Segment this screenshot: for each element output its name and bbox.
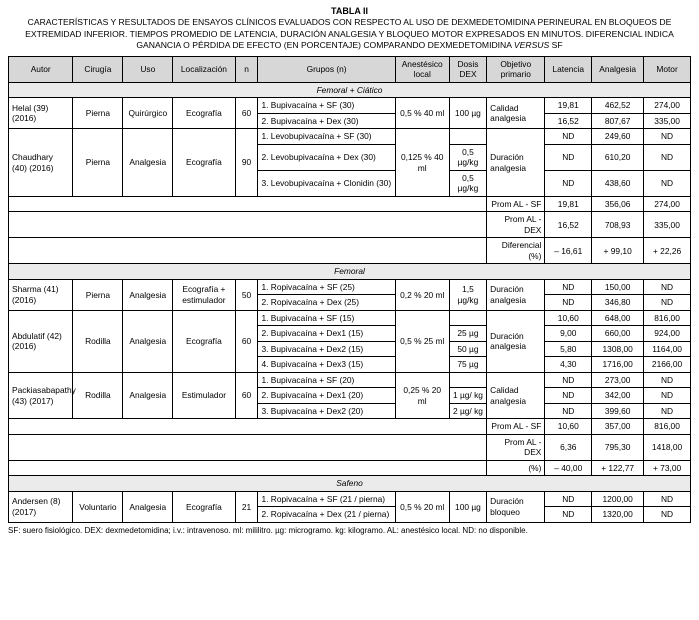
cell-n: 21 — [235, 491, 258, 522]
cell-motor: 274,00 — [644, 98, 691, 114]
section-title: Femoral + Ciático — [9, 82, 691, 98]
cell-analgesia: 150,00 — [592, 279, 644, 295]
cell-dosis: 0,5 µg/kg — [449, 170, 486, 196]
cell-objetivo: Duración analgesia — [487, 129, 545, 197]
summary-latencia: 19,81 — [545, 196, 592, 212]
summary-row — [9, 460, 691, 476]
summary-row — [9, 212, 691, 238]
cell-analgesia: 249,60 — [592, 129, 644, 145]
cell-n: 50 — [235, 279, 258, 310]
cell-motor: ND — [644, 372, 691, 388]
summary-latencia: – 40,00 — [545, 460, 592, 476]
col-analgesia: Analgesia — [592, 56, 644, 82]
cell-dosis: 25 µg — [449, 326, 486, 342]
cell-n: 60 — [235, 310, 258, 372]
cell-objetivo: Duración analgesia — [487, 279, 545, 310]
section-header-row — [9, 476, 691, 492]
summary-motor: 335,00 — [644, 212, 691, 238]
summary-row — [9, 238, 691, 264]
cell-motor: ND — [644, 129, 691, 145]
cell-analgesia: 1308,00 — [592, 341, 644, 357]
summary-spacer — [9, 460, 487, 476]
summary-motor: 274,00 — [644, 196, 691, 212]
cell-motor: ND — [644, 295, 691, 311]
section-header-row — [9, 264, 691, 280]
cell-latencia: 5,80 — [545, 341, 592, 357]
cell-latencia: 4,30 — [545, 357, 592, 373]
clinical-trials-table — [8, 56, 691, 523]
section-title: Femoral — [9, 264, 691, 280]
summary-label: (%) — [487, 460, 545, 476]
cell-analgesia: 342,00 — [592, 388, 644, 404]
cell-analgesia: 273,00 — [592, 372, 644, 388]
cell-grupo: 2. Ropivacaína + Dex (21 / pierna) — [258, 507, 395, 523]
cell-dosis: 50 µg — [449, 341, 486, 357]
cell-objetivo: Duración bloqueo — [487, 491, 545, 522]
cell-cirugia: Pierna — [73, 279, 123, 310]
summary-analgesia: 795,30 — [592, 434, 644, 460]
col-localizacion: Localización — [173, 56, 235, 82]
cell-grupo: 4. Bupivacaína + Dex3 (15) — [258, 357, 395, 373]
cell-dosis: 1 µg/ kg — [449, 388, 486, 404]
cell-localizacion: Ecografía — [173, 98, 235, 129]
cell-cirugia: Rodilla — [73, 372, 123, 419]
cell-latencia: ND — [545, 170, 592, 196]
table-row — [9, 279, 691, 295]
cell-objetivo: Calidad analgesia — [487, 98, 545, 129]
cell-cirugia: Voluntario — [73, 491, 123, 522]
cell-objetivo: Calidad analgesia — [487, 372, 545, 419]
summary-motor: + 22,26 — [644, 238, 691, 264]
section-header-row — [9, 82, 691, 98]
cell-motor: ND — [644, 403, 691, 419]
cell-anestesico: 0,5 % 20 ml — [395, 491, 449, 522]
cell-grupo: 1. Bupivacaína + SF (15) — [258, 310, 395, 326]
cell-grupo: 3. Bupivacaína + Dex2 (15) — [258, 341, 395, 357]
summary-label: Prom AL - DEX — [487, 434, 545, 460]
cell-motor: ND — [644, 279, 691, 295]
summary-latencia: – 16,61 — [545, 238, 592, 264]
cell-cirugia: Pierna — [73, 98, 123, 129]
cell-anestesico: 0,125 % 40 ml — [395, 129, 449, 197]
summary-motor: 1418,00 — [644, 434, 691, 460]
summary-motor: + 73,00 — [644, 460, 691, 476]
cell-grupo: 2. Bupivacaína + Dex1 (15) — [258, 326, 395, 342]
cell-anestesico: 0,25 % 20 ml — [395, 372, 449, 419]
table-header — [9, 56, 691, 82]
table-row — [9, 129, 691, 145]
cell-latencia: ND — [545, 295, 592, 311]
col-grupos: Grupos (n) — [258, 56, 395, 82]
col-dosis-dex: Dosis DEX — [449, 56, 486, 82]
summary-row — [9, 196, 691, 212]
cell-analgesia: 438,60 — [592, 170, 644, 196]
cell-anestesico: 0,5 % 40 ml — [395, 98, 449, 129]
summary-analgesia: 708,93 — [592, 212, 644, 238]
cell-autor: Andersen (8) (2017) — [9, 491, 73, 522]
cell-dosis — [449, 372, 486, 388]
summary-latencia: 10,60 — [545, 419, 592, 435]
col-motor: Motor — [644, 56, 691, 82]
cell-analgesia: 610,20 — [592, 144, 644, 170]
cell-analgesia: 648,00 — [592, 310, 644, 326]
table-caption: CARACTERÍSTICAS Y RESULTADOS DE ENSAYOS CLÍNICOS EVALUADOS CON RESPECTO AL USO DE DEXMEDETOMIDINA PERINEURAL EN BLOQUEOS DE EXTREMIDAD INFERIOR. TIEMPOS PROMEDIO DE LATENCIA, DURACIÓN ANALGESIA Y BLOQUEO MOTOR EXPRESADOS EN MINUTOS. DIFERENCIAL INDICA GANANCIA O PÉRDIDA DE EFECTO (EN PORCENTAJE) COMPARANDO DEXMEDETOMIDINA VERSUS SF — [25, 17, 674, 51]
summary-analgesia: 356,06 — [592, 196, 644, 212]
cell-motor: 816,00 — [644, 310, 691, 326]
cell-motor: 335,00 — [644, 113, 691, 129]
summary-spacer — [9, 419, 487, 435]
cell-uso: Analgesia — [123, 129, 173, 197]
cell-n: 90 — [235, 129, 258, 197]
summary-analgesia: + 122,77 — [592, 460, 644, 476]
cell-autor: Packiasabapathy (43) (2017) — [9, 372, 73, 419]
col-n: n — [235, 56, 258, 82]
cell-dosis: 100 µg — [449, 491, 486, 522]
table-body — [9, 82, 691, 522]
table-row — [9, 98, 691, 114]
cell-motor: ND — [644, 388, 691, 404]
col-anestesico-local: Anestésico local — [395, 56, 449, 82]
cell-localizacion: Estimulador — [173, 372, 235, 419]
cell-motor: 1164,00 — [644, 341, 691, 357]
cell-anestesico: 0,2 % 20 ml — [395, 279, 449, 310]
summary-latencia: 6,36 — [545, 434, 592, 460]
cell-latencia: ND — [545, 507, 592, 523]
table-label: TABLA II — [331, 6, 368, 16]
table-header-row — [9, 56, 691, 82]
cell-uso: Analgesia — [123, 310, 173, 372]
cell-dosis: 2 µg/ kg — [449, 403, 486, 419]
cell-localizacion: Ecografía — [173, 310, 235, 372]
cell-dosis: 75 µg — [449, 357, 486, 373]
cell-uso: Analgesia — [123, 491, 173, 522]
summary-spacer — [9, 212, 487, 238]
cell-latencia: 9,00 — [545, 326, 592, 342]
cell-latencia: 10,60 — [545, 310, 592, 326]
table-row — [9, 310, 691, 326]
cell-latencia: ND — [545, 491, 592, 507]
cell-grupo: 1. Bupivacaína + SF (20) — [258, 372, 395, 388]
cell-analgesia: 399,60 — [592, 403, 644, 419]
cell-uso: Quirúrgico — [123, 98, 173, 129]
summary-latencia: 16,52 — [545, 212, 592, 238]
cell-analgesia: 807,67 — [592, 113, 644, 129]
cell-analgesia: 462,52 — [592, 98, 644, 114]
cell-grupo: 1. Bupivacaína + SF (30) — [258, 98, 395, 114]
cell-cirugia: Pierna — [73, 129, 123, 197]
summary-label: Diferencial (%) — [487, 238, 545, 264]
col-autor: Autor — [9, 56, 73, 82]
cell-grupo: 2. Levobupivacaína + Dex (30) — [258, 144, 395, 170]
cell-motor: 2166,00 — [644, 357, 691, 373]
cell-n: 60 — [235, 98, 258, 129]
summary-analgesia: 357,00 — [592, 419, 644, 435]
summary-spacer — [9, 434, 487, 460]
cell-analgesia: 660,00 — [592, 326, 644, 342]
cell-grupo: 3. Levobupivacaína + Clonidin (30) — [258, 170, 395, 196]
cell-dosis — [449, 129, 486, 145]
col-latencia: Latencia — [545, 56, 592, 82]
section-title: Safeno — [9, 476, 691, 492]
cell-latencia: ND — [545, 403, 592, 419]
summary-analgesia: + 99,10 — [592, 238, 644, 264]
cell-analgesia: 346,80 — [592, 295, 644, 311]
cell-latencia: ND — [545, 129, 592, 145]
table-row — [9, 372, 691, 388]
cell-objetivo: Duración analgesia — [487, 310, 545, 372]
cell-localizacion: Ecografía + estimulador — [173, 279, 235, 310]
cell-autor: Sharma (41) (2016) — [9, 279, 73, 310]
cell-uso: Analgesia — [123, 372, 173, 419]
cell-grupo: 2. Bupivacaína + Dex1 (20) — [258, 388, 395, 404]
cell-localizacion: Ecografía — [173, 129, 235, 197]
summary-row — [9, 434, 691, 460]
summary-label: Prom AL - SF — [487, 419, 545, 435]
cell-grupo: 2. Ropivacaína + Dex (25) — [258, 295, 395, 311]
summary-spacer — [9, 196, 487, 212]
summary-label: Prom AL - DEX — [487, 212, 545, 238]
cell-analgesia: 1716,00 — [592, 357, 644, 373]
col-uso: Uso — [123, 56, 173, 82]
cell-latencia: ND — [545, 372, 592, 388]
cell-autor: Helal (39) (2016) — [9, 98, 73, 129]
cell-grupo: 1. Ropivacaína + SF (25) — [258, 279, 395, 295]
cell-latencia: ND — [545, 279, 592, 295]
cell-dosis — [449, 310, 486, 326]
cell-cirugia: Rodilla — [73, 310, 123, 372]
cell-motor: ND — [644, 507, 691, 523]
cell-analgesia: 1320,00 — [592, 507, 644, 523]
cell-grupo: 1. Ropivacaína + SF (21 / pierna) — [258, 491, 395, 507]
col-cirugia: Cirugía — [73, 56, 123, 82]
cell-motor: ND — [644, 144, 691, 170]
cell-dosis: 100 µg — [449, 98, 486, 129]
summary-spacer — [9, 238, 487, 264]
cell-autor: Chaudhary (40) (2016) — [9, 129, 73, 197]
cell-uso: Analgesia — [123, 279, 173, 310]
cell-latencia: ND — [545, 144, 592, 170]
cell-n: 60 — [235, 372, 258, 419]
cell-motor: ND — [644, 491, 691, 507]
cell-latencia: ND — [545, 388, 592, 404]
cell-grupo: 3. Bupivacaína + Dex2 (20) — [258, 403, 395, 419]
cell-motor: 924,00 — [644, 326, 691, 342]
summary-row — [9, 419, 691, 435]
cell-grupo: 1. Levobupivacaína + SF (30) — [258, 129, 395, 145]
cell-dosis: 0,5 µg/kg — [449, 144, 486, 170]
cell-motor: ND — [644, 170, 691, 196]
cell-grupo: 2. Bupivacaína + Dex (30) — [258, 113, 395, 129]
summary-motor: 816,00 — [644, 419, 691, 435]
cell-latencia: 19,81 — [545, 98, 592, 114]
cell-anestesico: 0,5 % 25 ml — [395, 310, 449, 372]
col-objetivo-primario: Objetivo primario — [487, 56, 545, 82]
cell-localizacion: Ecografía — [173, 491, 235, 522]
table-footnote: SF: suero fisiológico. DEX: dexmedetomidina; i.v.: intravenoso. ml: mililitro. µg: microgramo. kg: kilogramo. AL: anestésico local. ND: no disponible. — [8, 525, 528, 535]
summary-label: Prom AL - SF — [487, 196, 545, 212]
cell-analgesia: 1200,00 — [592, 491, 644, 507]
cell-latencia: 16,52 — [545, 113, 592, 129]
cell-autor: Abdulatif (42) (2016) — [9, 310, 73, 372]
cell-dosis: 1,5 µg/kg — [449, 279, 486, 310]
table-row — [9, 491, 691, 507]
